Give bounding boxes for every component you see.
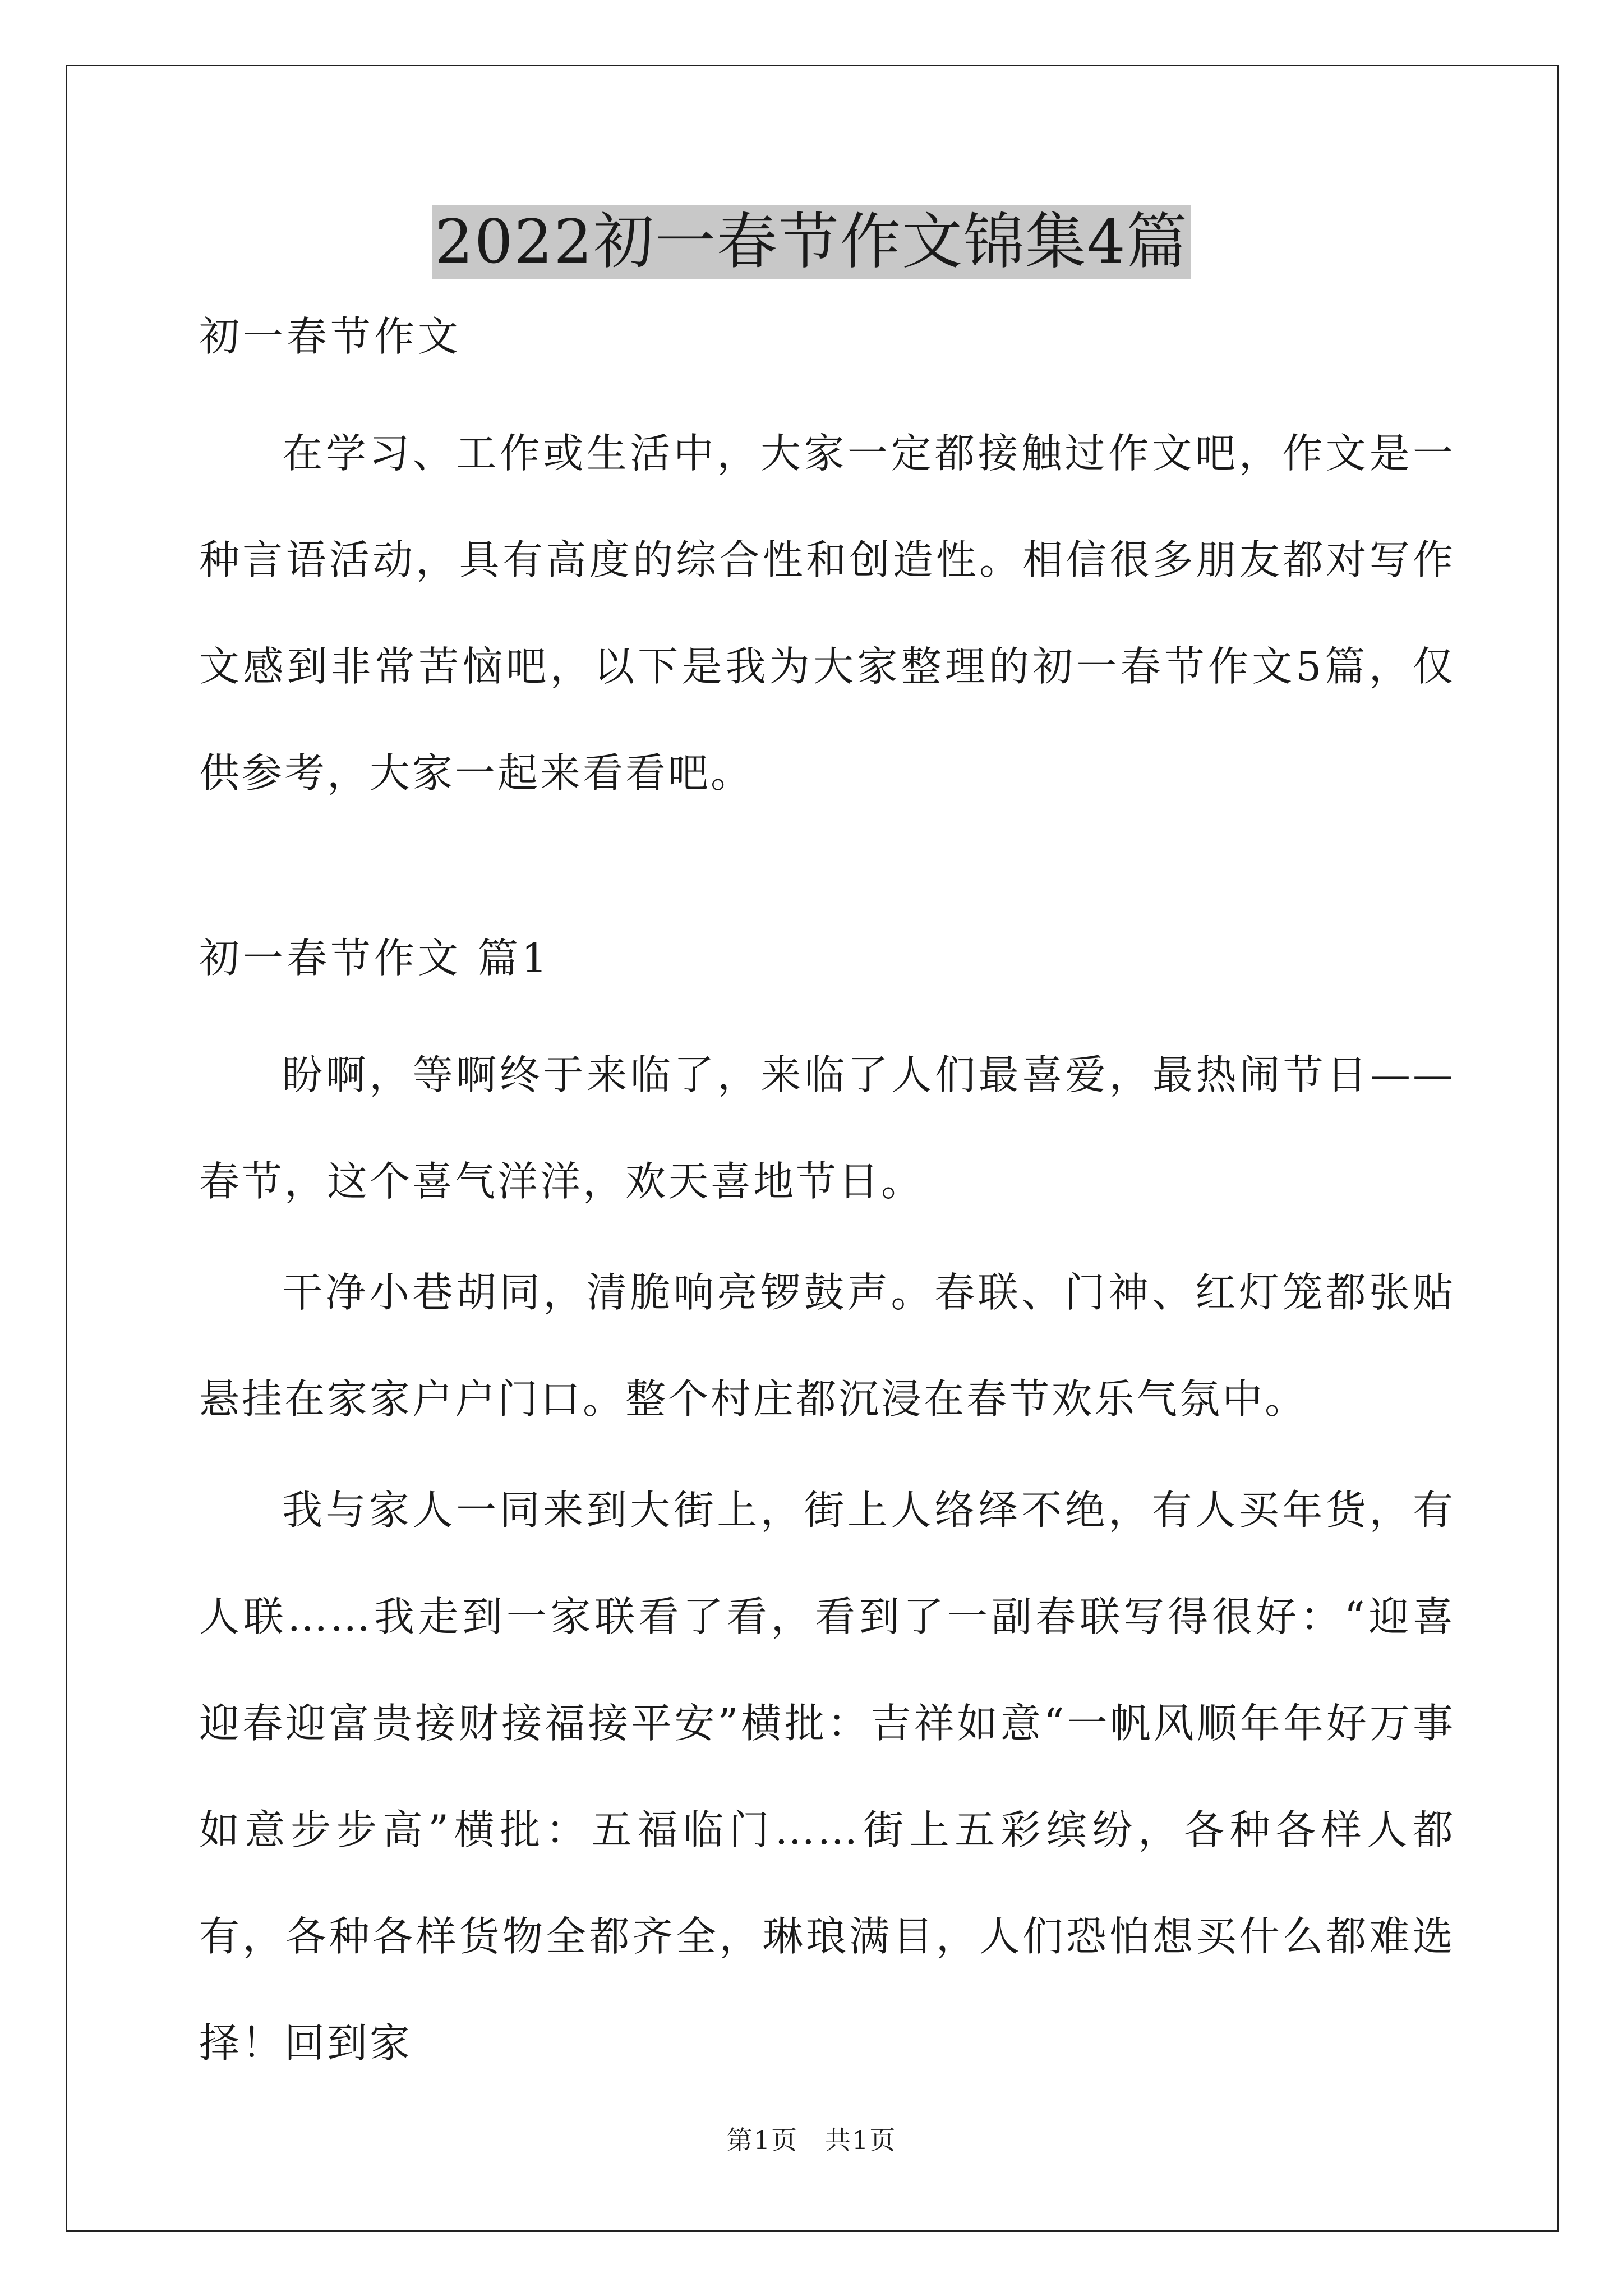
title-container [0,205,1623,279]
intro-paragraph: 在学习、工作或生活中，大家一定都接触过作文吧，作文是一种言语活动，具有高度的综合性和创造性。相信很多朋友都对写作文感到非常苦恼吧，以下是我为大家整理的初一春节作文5篇，仅供参考，大家一起来看看吧。 [199,430,1455,797]
body-paragraph: 盼啊，等啊终于来临了，来临了人们最喜爱，最热闹节日——春节，这个喜气洋洋，欢天喜地节日。 [199,1051,1455,1205]
intro-heading: 初一春节作文 [199,313,462,360]
document-title: 2022初一春节作文锦集4篇 [432,205,1191,279]
body-paragraph: 我与家人一同来到大街上，街上人络绎不绝，有人买年货，有人联……我走到一家联看了看，看到了一副春联写得很好：“迎喜迎春迎富贵接财接福接平安”横批：吉祥如意“一帆风顺年年好万事如意步步高”横批：五福临门……街上五彩缤纷，各种各样人都有，各种各样货物全都齐全，琳琅满目，人们恐怕想买什么都难选择！回到家 [199,1487,1455,2067]
section-heading: 初一春节作文 篇1 [199,935,551,982]
page-footer: 第1页 共1页 [726,2125,897,2155]
document-body [199,306,1455,2096]
body-paragraph: 干净小巷胡同，清脆响亮锣鼓声。春联、门神、红灯笼都张贴悬挂在家家户户门口。整个村庄都沉浸在春节欢乐气氛中。 [199,1269,1455,1423]
